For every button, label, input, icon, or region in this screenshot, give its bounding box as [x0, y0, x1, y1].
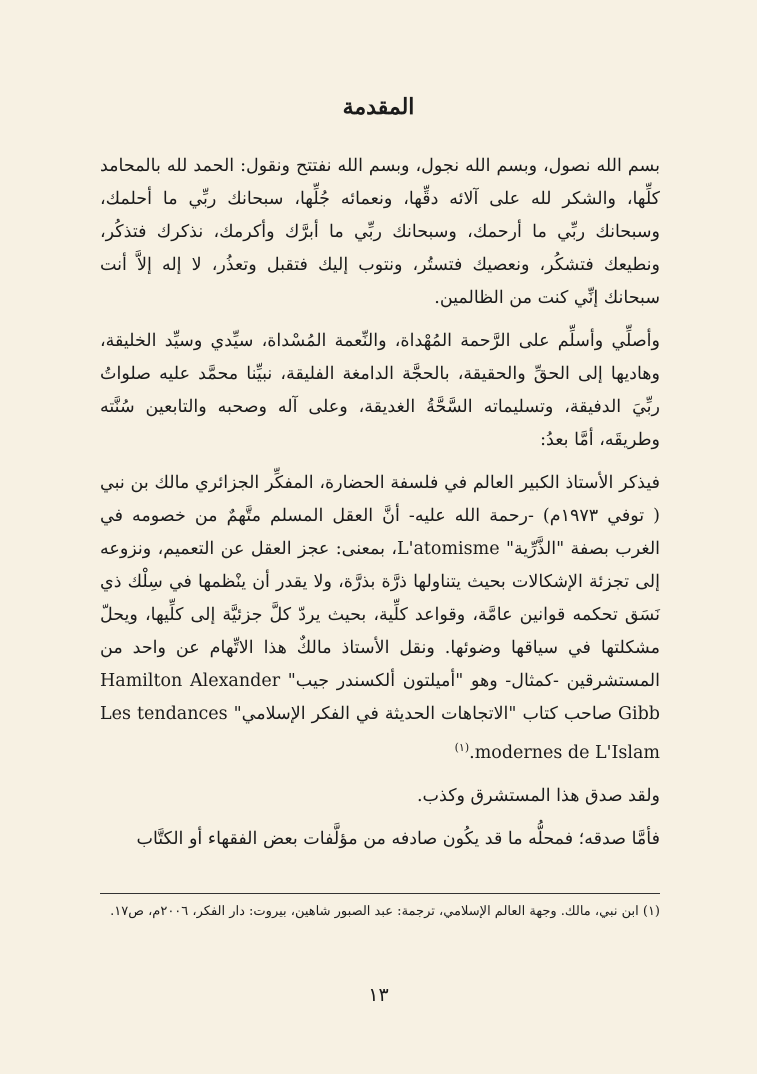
page-title: المقدمة — [342, 94, 415, 120]
footnote-reference: (١) — [454, 741, 470, 754]
latin-term: L'atomisme — [397, 539, 500, 559]
page-number: ١٣ — [368, 984, 389, 1006]
footnote — [100, 900, 660, 924]
text-run: . — [469, 742, 475, 763]
latin-book-title: Les tendances modernes de L'Islam — [100, 704, 660, 763]
footnote-marker: (١) — [642, 904, 660, 919]
paragraph-malek-bennabi — [100, 467, 660, 770]
main-text — [100, 150, 660, 866]
text-run: صاحب كتاب "الاتجاهات الحديثة في الفكر الإسلامي" — [227, 704, 619, 724]
footnote-text: ابن نبي، مالك. وجهة العالم الإسلامي، ترجمة: عبد الصبور شاهين، بيروت: دار الفكر، ٢٠٠٦م، ص١٧. — [110, 904, 639, 919]
paragraph-salutation: وأصلِّي وأسلِّم على الرَّحمة المُهْداة، والنِّعمة المُسْداة، سيِّدي وسيِّد الخليقة، وهاديها إلى الحقِّ والحقيقة، بالحجَّة الدامغة الفليقة، نبيِّنا محمَّد عليه صلواتُ ربِّيَ الدفيقة، وتسليماته السَّحَّةُ الغديقة، وعلى آله وصحبه والتابعين سُنَّته وطريقَه، أمَّا بعدُ: — [100, 331, 660, 450]
footnote-divider — [100, 893, 660, 894]
paragraph-orientalist: ولقد صدق هذا المستشرق وكذب. — [416, 785, 660, 806]
paragraph-continuation: فأمَّا صدقه؛ فمحلُّه ما قد يكُون صادفه من مؤلَّفات بعض الفقهاء أو الكتَّاب — [136, 828, 660, 849]
text-run: فيذكر الأستاذ الكبير العالم في فلسفة الحضارة، المفكِّر الجزائري مالك بن نبي ( توفي ١٩٧٣م) -رحمة الله عليه- أنَّ العقل المسلم متَّهمٌ من خصومه في الغرب بصفة "الذَّرِّية" — [100, 473, 661, 559]
latin-name: Hamilton Alexander Gibb — [100, 671, 660, 724]
paragraph-opening: بسم الله نصول، وبسم الله نجول، وبسم الله نفتتح ونقول: الحمد لله بالمحامد كلِّها، والشكر لله على آلائه دقِّها، ونعمائه جُلِّها، سبحانك ربِّي ما أحلمك، وسبحانك ربِّي ما أرحمك، وسبحانك ربِّي ما أبرَّك وأكرمك، نذكرك فتذكُر، ونطيعك فتشكُر، ونعصيك فتستُر، ونتوب إليك فتقبل وتعذُر، لا إله إلاَّ أنت سبحانك إنِّي كنت من الظالمين. — [100, 156, 660, 308]
text-run: ، بمعنى: عجز العقل عن التعميم، ونزوعه إلى تجزئة الإشكالات بحيث يتناولها ذرَّة بذرَّة، ولا يقدر أن ينْظمها في سِلْك ذي نَسَق تحكمه قوانين عامَّة، وقواعد كلِّية، بحيث يردّ كلَّ جزئيَّة إلى كلِّيها، ويحلّ مشكلتها في سياقها وضوئها. ونقل الأستاذ مالكٌ هذا الاتِّهام عن واحد من المستشرقين -كمثال- وهو "أميلتون ألكسندر جيب" — [100, 539, 661, 691]
